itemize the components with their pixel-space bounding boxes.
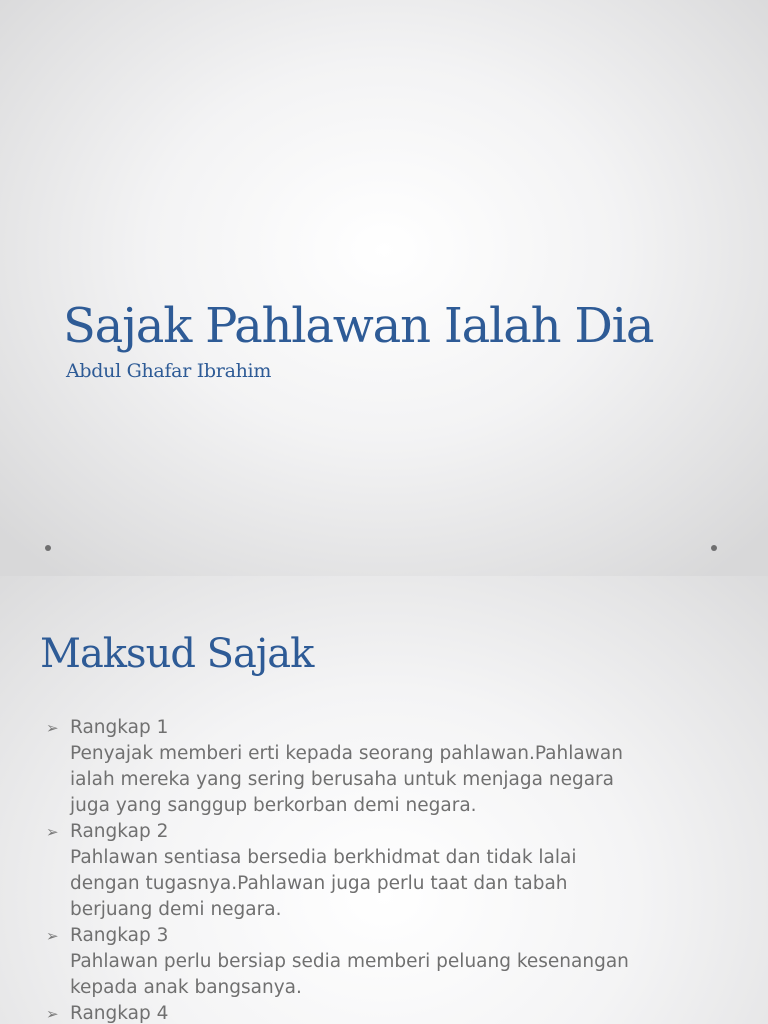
dot-decoration-left — [45, 545, 51, 551]
item-line: Pahlawan perlu bersiap sedia memberi peluang kesenangan — [70, 951, 629, 972]
slide-title: Sajak Pahlawan Ialah Dia — [63, 298, 654, 354]
item-label: Rangkap 3 — [70, 925, 169, 946]
item-line: juga yang sanggup berkorban demi negara. — [70, 795, 477, 816]
item-label: Rangkap 2 — [70, 821, 169, 842]
list-item — [46, 1001, 746, 1024]
arrow-bullet-icon: ➢ — [46, 927, 59, 945]
item-label: Rangkap 1 — [70, 717, 169, 738]
arrow-bullet-icon: ➢ — [46, 719, 59, 737]
item-line: kepada anak bangsanya. — [70, 977, 302, 998]
arrow-bullet-icon: ➢ — [46, 823, 59, 841]
slide-heading: Maksud Sajak — [40, 631, 314, 677]
list-item — [46, 819, 746, 923]
item-line: ialah mereka yang sering berusaha untuk menjaga negara — [70, 769, 614, 790]
item-line: dengan tugasnya.Pahlawan juga perlu taat dan tabah — [70, 873, 568, 894]
dot-decoration-right — [711, 545, 717, 551]
item-line: berjuang demi negara. — [70, 899, 282, 920]
item-line: Penyajak memberi erti kepada seorang pahlawan.Pahlawan — [70, 743, 623, 764]
list-item — [46, 715, 746, 819]
content-slide — [0, 576, 768, 1024]
list-item — [46, 923, 746, 1001]
arrow-bullet-icon: ➢ — [46, 1005, 59, 1023]
item-label: Rangkap 4 — [70, 1003, 169, 1024]
slide-subtitle: Abdul Ghafar Ibrahim — [66, 360, 272, 382]
rangkap-list — [46, 715, 746, 1024]
item-line: Pahlawan sentiasa bersedia berkhidmat dan tidak lalai — [70, 847, 577, 868]
